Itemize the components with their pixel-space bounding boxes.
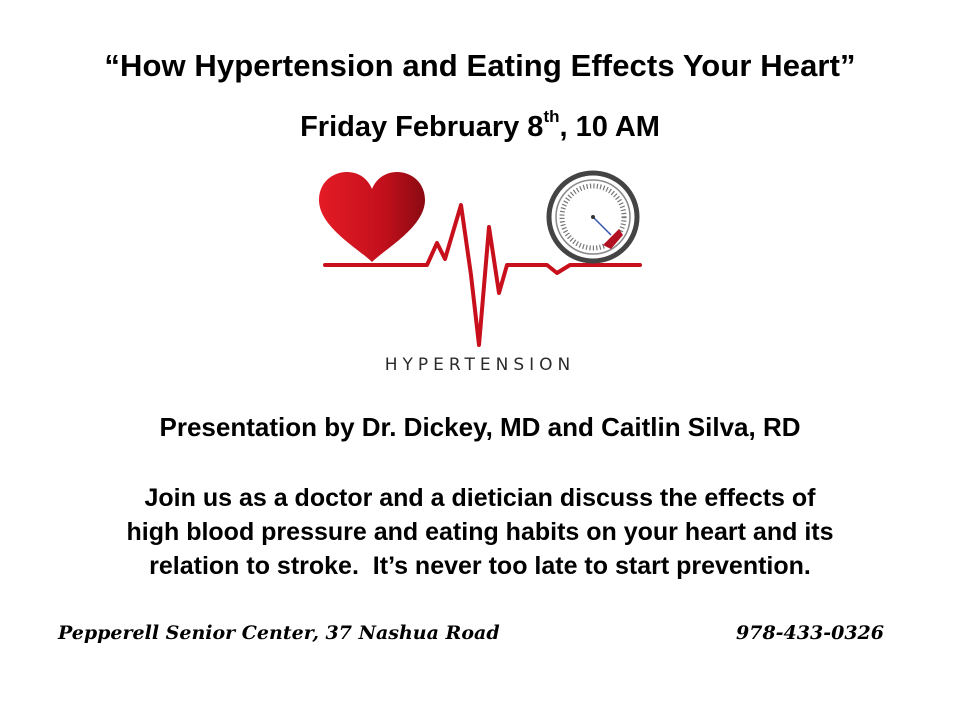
pressure-gauge-icon (549, 173, 637, 261)
date-prefix: Friday February 8 (300, 111, 544, 143)
location-text: Pepperell Senior Center, 37 Nashua Road (58, 622, 500, 644)
description-line: high blood pressure and eating habits on your heart and its (126, 518, 834, 546)
date-time: , 10 AM (559, 111, 660, 143)
heart-icon (319, 172, 425, 262)
description-line: Join us as a doctor and a dietician discuss the effects of (144, 484, 816, 512)
description-line: relation to stroke. It’s never too late to start prevention. (149, 552, 811, 580)
event-title: “How Hypertension and Eating Effects Your Heart” (104, 48, 856, 83)
presenter-line: Presentation by Dr. Dickey, MD and Caitlin Silva, RD (159, 412, 801, 442)
logo-text: HYPERTENSION (384, 355, 576, 375)
event-date (0, 107, 960, 144)
phone-number: 978-433-0326 (736, 622, 884, 644)
event-description (40, 481, 920, 583)
date-ordinal: th (543, 107, 560, 127)
